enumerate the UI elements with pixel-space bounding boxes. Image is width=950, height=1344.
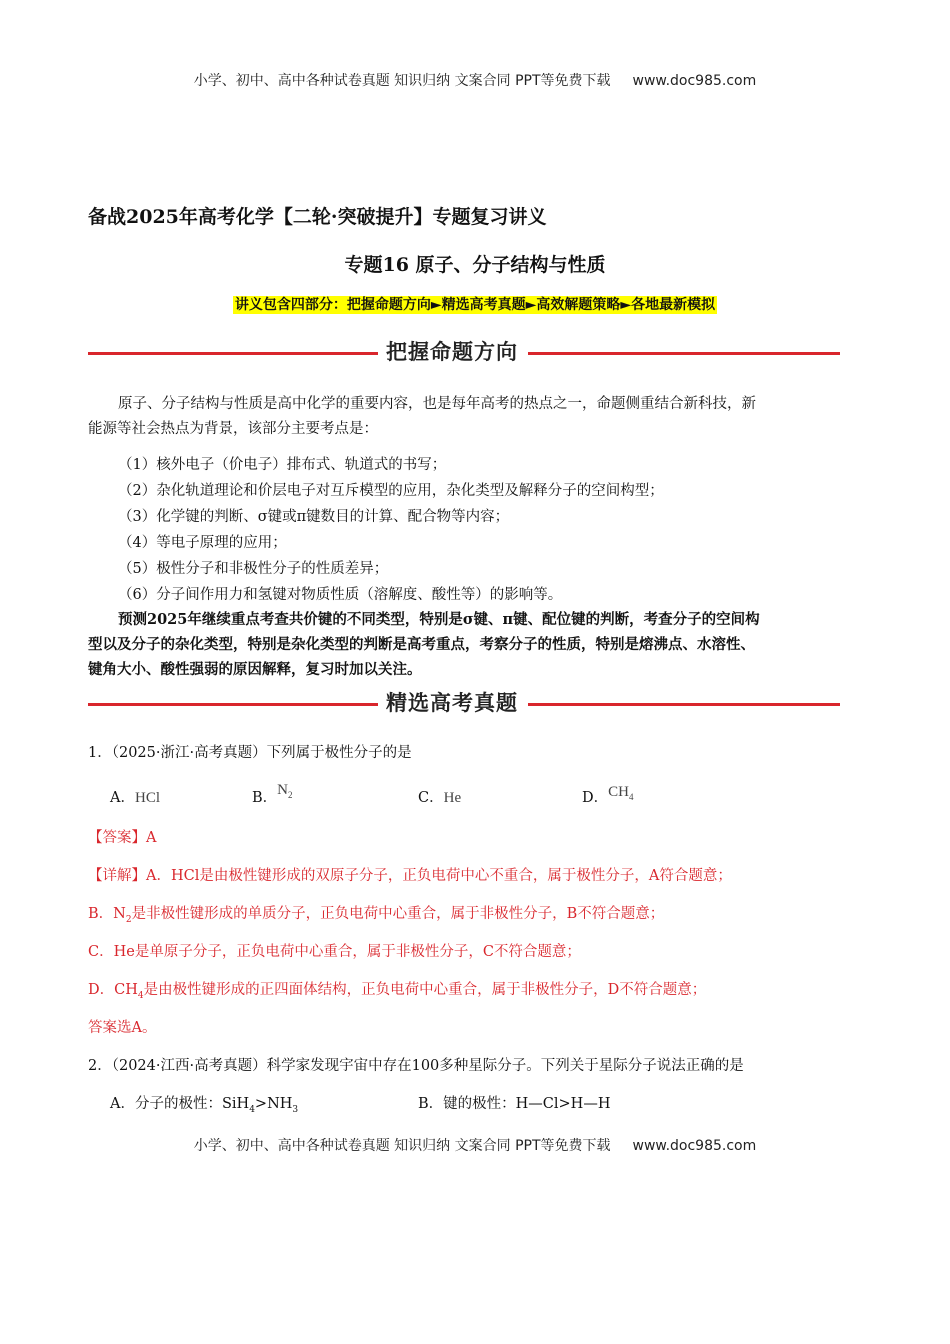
section-divider-right bbox=[528, 703, 840, 706]
formula-sub: 3 bbox=[292, 1104, 299, 1115]
footer-site[interactable]: www.doc985.com bbox=[632, 1138, 757, 1154]
section-title-exam: 精选高考真题 bbox=[386, 691, 518, 715]
q1-option-d bbox=[582, 786, 633, 808]
detail-text: 是非极性键形成的单质分子，正负电荷中心重合，属于非极性分子，B不符合题意； bbox=[131, 906, 665, 922]
q2-option-a bbox=[110, 1091, 298, 1123]
formula-sub: 4 bbox=[628, 792, 634, 802]
q1-option-c bbox=[418, 786, 461, 807]
topic-title: 专题16 原子、分子结构与性质 bbox=[344, 254, 606, 276]
option-text bbox=[608, 784, 633, 800]
prediction-line-3: 键角大小、酸性强弱的原因解释，复习时加以关注。 bbox=[88, 661, 422, 678]
q1-detail-line-3: C．He是单原子分子，正负电荷中心重合，属于非极性分子，C不符合题意； bbox=[88, 944, 581, 960]
formula-sub: 4 bbox=[249, 1104, 255, 1115]
header-site[interactable]: www.doc985.com bbox=[632, 73, 757, 89]
formula: CH bbox=[608, 784, 629, 800]
prediction-line-2: 型以及分子的杂化类型，特别是杂化类型的判断是高考重点，考察分子的性质，特别是熔沸点、水溶性、 bbox=[88, 636, 755, 653]
option-text bbox=[277, 782, 292, 798]
point-1: （1）核外电子（价电子）排布式、轨道式的书写； bbox=[118, 457, 447, 473]
intro-line-1: 原子、分子结构与性质是高中化学的重要内容，也是每年高考的热点之一，命题侧重结合新科技，新 bbox=[118, 396, 756, 412]
q1-stem: 1．（2025·浙江·高考真题）下列属于极性分子的是 bbox=[88, 745, 412, 761]
option-text: He bbox=[443, 790, 462, 806]
q2-stem: 2．（2024·江西·高考真题）科学家发现宇宙中存在100多种星际分子。下列关于星际分子说法正确的是 bbox=[88, 1058, 744, 1074]
q2-option-b: B．键的极性：H—Cl>H—H bbox=[418, 1096, 611, 1112]
option-text: A．分子的极性：SiH bbox=[110, 1096, 250, 1112]
section-header-exam bbox=[88, 687, 840, 721]
main-title: 备战2025年高考化学【二轮·突破提升】专题复习讲义 bbox=[88, 206, 547, 228]
q1-answer: 【答案】A bbox=[88, 830, 157, 846]
point-5: （5）极性分子和非极性分子的性质差异； bbox=[118, 561, 389, 577]
section-header-direction bbox=[88, 336, 840, 370]
footer-text: 小学、初中、高中各种试卷真题 知识归纳 文案合同 PPT等免费下载 bbox=[193, 1138, 611, 1154]
section-divider-left bbox=[88, 352, 378, 355]
q1-option-a bbox=[110, 786, 160, 807]
detail-text: D．CH bbox=[88, 982, 138, 998]
header-text: 小学、初中、高中各种试卷真题 知识归纳 文案合同 PPT等免费下载 bbox=[193, 73, 611, 89]
point-3: （3）化学键的判断、σ键或π键数目的计算、配合物等内容； bbox=[118, 509, 510, 525]
subtitle-highlight: 讲义包含四部分：把握命题方向►精选高考真题►高效解题策略►各地最新模拟 bbox=[234, 297, 716, 313]
option-text: HCl bbox=[134, 790, 160, 806]
section-divider-left bbox=[88, 703, 378, 706]
subtitle bbox=[0, 294, 950, 314]
formula: N bbox=[277, 782, 288, 798]
point-6: （6）分子间作用力和氢键对物质性质（溶解度、酸性等）的影响等。 bbox=[118, 587, 563, 603]
detail-text: 是由极性键形成的正四面体结构，正负电荷中心重合，属于非极性分子，D不符合题意； bbox=[143, 982, 707, 998]
q1-detail-line-1: 【详解】A．HCl是由极性键形成的双原子分子，正负电荷中心不重合，属于极性分子，A符合题意； bbox=[88, 868, 732, 884]
point-4: （4）等电子原理的应用； bbox=[118, 535, 287, 551]
q1-detail-line-4 bbox=[88, 977, 706, 1009]
option-label: B． bbox=[252, 790, 278, 806]
option-label: C． bbox=[418, 790, 444, 806]
prediction-line-1: 预测2025年继续重点考查共价键的不同类型，特别是σ键、π键、配位键的判断，考查分子的空间构 bbox=[118, 611, 760, 628]
section-title-direction: 把握命题方向 bbox=[386, 340, 518, 364]
point-2: （2）杂化轨道理论和价层电子对互斥模型的应用，杂化类型及解释分子的空间构型； bbox=[118, 483, 664, 499]
page-footer bbox=[0, 1135, 950, 1155]
option-text: >NH bbox=[254, 1096, 293, 1112]
q1-detail-line-2 bbox=[88, 901, 664, 933]
option-label: A． bbox=[110, 790, 135, 806]
q1-detail-line-5: 答案选A。 bbox=[88, 1020, 157, 1036]
page-header bbox=[0, 70, 950, 90]
q1-option-b bbox=[252, 782, 293, 808]
detail-sub: 2 bbox=[125, 914, 132, 925]
intro-line-2: 能源等社会热点为背景，该部分主要考点是： bbox=[88, 421, 378, 437]
section-divider-right bbox=[528, 352, 840, 355]
option-label: D． bbox=[582, 790, 609, 806]
formula-sub: 2 bbox=[288, 790, 293, 800]
detail-sub: 4 bbox=[137, 990, 144, 1001]
detail-text: B．N bbox=[88, 906, 126, 922]
